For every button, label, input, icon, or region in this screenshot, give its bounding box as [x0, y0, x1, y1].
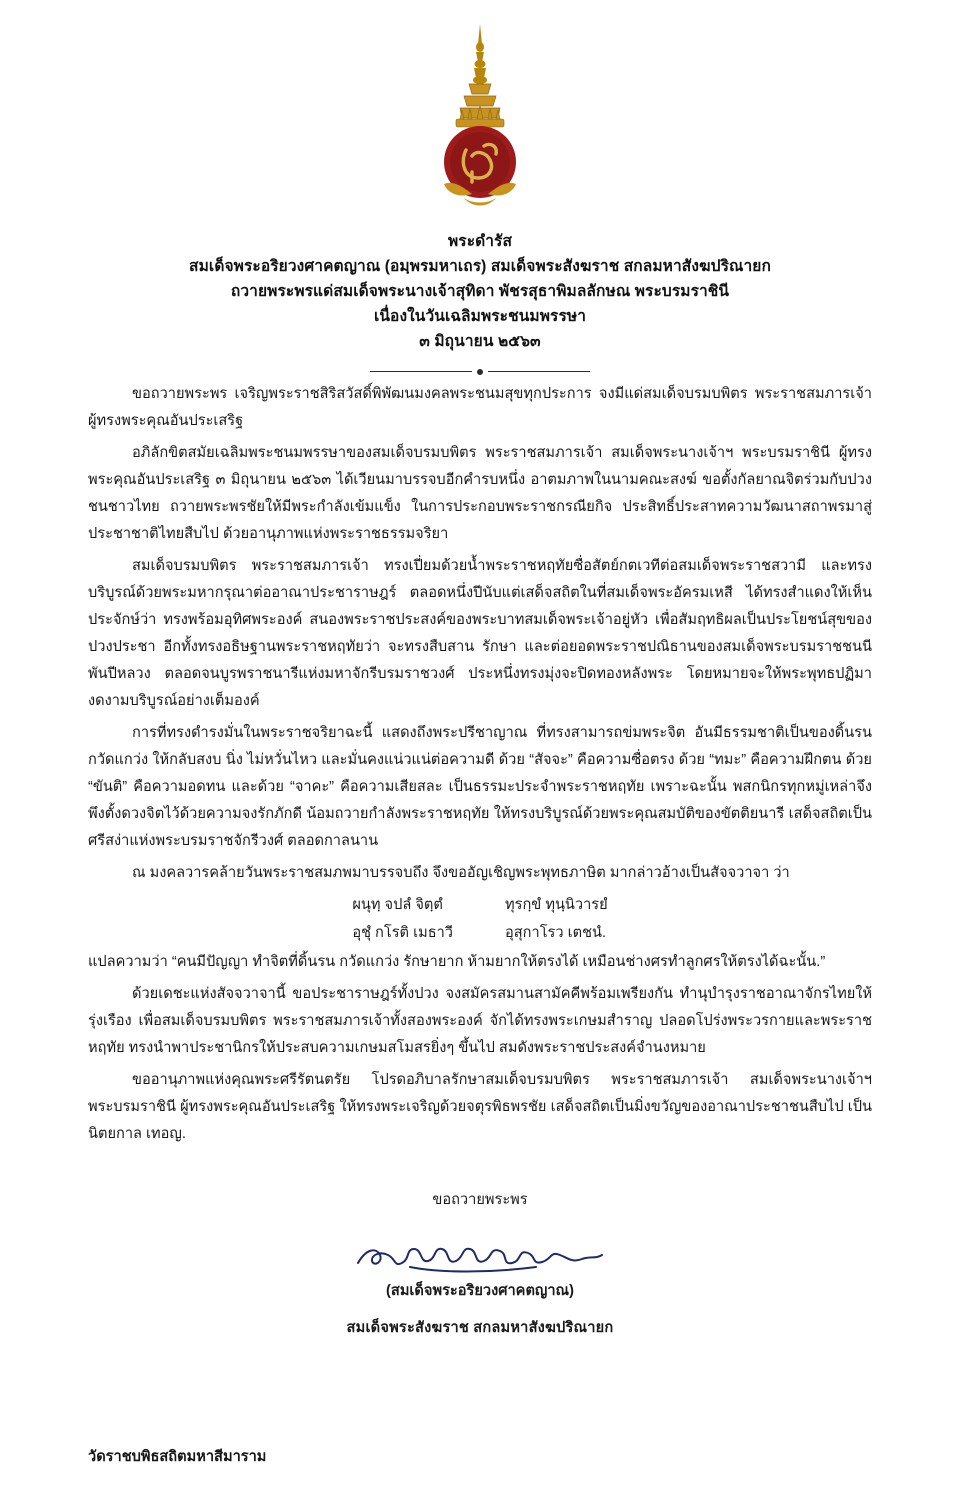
- verse-line: ผนุทฺ จปลํ จิตฺตํ: [352, 896, 443, 913]
- heading-line-2: สมเด็จพระอริยวงศาคตญาณ (อมฺพรมหาเถร) สมเด็จพระสังฆราช สกลมหาสังฆปริณายก: [189, 258, 771, 276]
- paragraph: ด้วยเดชะแห่งสัจจวาจานี้ ขอประชาราษฎร์ทั้งปวง จงสมัครสมานสามัคคีพร้อมเพรียงกัน ทำนุบำรุงราชอาณาจักรไทยให้รุ่งเรือง เพื่อสมเด็จบรมบพิตร พระราชสมภารเจ้าทั้งสองพระองค์ จักได้ทรงพระเกษมสำราญ ปลอดโปร่งพระวรกายและพระราชหฤทัย ทรงนำพาประชานิกรให้ประสบความเกษมสโมสรยิ่งๆ ขึ้นไป สมดังพระราชประสงค์จำนงหมาย: [88, 986, 872, 1057]
- ornament-divider: [370, 369, 590, 375]
- handwritten-signature: [350, 1237, 610, 1277]
- paragraph: อภิลักขิตสมัยเฉลิมพระชนมพรรษาของสมเด็จบรมบพิตร พระราชสมภารเจ้า สมเด็จพระนางเจ้าฯ พระบรมราชินี ผู้ทรงพระคุณอันประเสริฐ ๓ มิถุนายน ๒๕๖๓ ได้เวียนมาบรรจบอีกคำรบหนึ่ง อาตมภาพในนามคณะสงฆ์ ขอตั้งกัลยาณจิตร่วมกับปวงชนชาวไทย ถวายพระพรชัยให้มีพระกำลังเข้มแข็ง ในการประกอบพระราชกรณียกิจ ประสิทธิ์ประสาทความวัฒนาสถาพรมาสู่ประชาชาติไทยสืบไป ด้วยอานุภาพแห่งพระราชธรรมจริยา: [88, 444, 872, 542]
- royal-monastic-emblem: [420, 22, 540, 217]
- paragraph: สมเด็จบรมบพิตร พระราชสมภารเจ้า ทรงเปี่ยมด้วยน้ำพระราชหฤทัยซื่อสัตย์กตเวทีต่อสมเด็จพระราชสวามี และทรงบริบูรณ์ด้วยพระมหากรุณาต่ออาณาประชาราษฎร์ ตลอดหนึ่งปีนับแต่เสด็จสถิตในที่สมเด็จพระอัครมเหสี ได้ทรงสำแดงให้เห็นประจักษ์ว่า ทรงพร้อมอุทิศพระองค์ สนองพระราชประสงค์ของพระบาทสมเด็จพระเจ้าอยู่หัว เพื่อสัมฤทธิผลเป็นประโยชน์สุขของปวงประชา อีกทั้งทรงอธิษฐานพระราชหฤทัยว่า จะทรงสืบสาน รักษา และต่อยอดพระราชปณิธานของสมเด็จพระบรมราชชนนีพันปีหลวง ตลอดจนบูรพราชนารีแห่งมหาจักรีบรมราชวงศ์ ประหนึ่งทรงมุ่งจะปิดทองหลังพระ โดยหมายจะให้พระพุทธปฏิมางดงามบริบูรณ์อย่างเต็มองค์: [88, 557, 872, 709]
- heading-line-3: ถวายพระพรแด่สมเด็จพระนางเจ้าสุทิดา พัชรสุธาพิมลลักษณ พระบรมราชินี: [230, 283, 730, 301]
- heading-line-4: เนื่องในวันเฉลิมพระชนมพรรษา: [373, 308, 587, 326]
- document-body: [0, 381, 960, 1340]
- footer-temple-name: วัดราชบพิธสถิตมหาสีมาราม: [88, 1449, 267, 1465]
- divider-bar-right: [488, 371, 590, 372]
- divider-dot: [477, 369, 483, 375]
- signature-block: [88, 1188, 872, 1339]
- verse-translation: แปลความว่า “คนมีปัญญา ทำจิตที่ดิ้นรน กวัดแกว่ง รักษายาก ห้ามยากให้ตรงได้ เหมือนช่างศรทำลูกศรให้ตรงได้ฉะนั้น.”: [88, 954, 826, 971]
- signature-name: (สมเด็จพระอริยวงศาคตญาณ): [386, 1283, 574, 1300]
- verse-line: ทุรกฺขํ ทุนฺนิวารยํ: [505, 896, 608, 913]
- heading-line-1: พระดำรัส: [447, 233, 513, 250]
- verse-column-right: [505, 892, 608, 947]
- paragraph: ณ มงคลวารคล้ายวันพระราชสมภพมาบรรจบถึง จึงขออัญเชิญพระพุทธภาษิต มากล่าวอ้างเป็นสัจจวาจา ว่า: [132, 864, 790, 881]
- emblem-container: [0, 0, 960, 217]
- paragraph: ขออานุภาพแห่งคุณพระศรีรัตนตรัย โปรดอภิบาลรักษาสมเด็จบรมบพิตร พระราชสมภารเจ้า สมเด็จพระนางเจ้าฯ พระบรมราชินี ผู้ทรงพระคุณอันประเสริฐ ให้ทรงพระเจริญด้วยจตุรพิธพรชัย เสด็จสถิตเป็นมิ่งขวัญของอาณาประชาชนสืบไป เป็นนิตยกาล เทอญ.: [88, 1072, 872, 1143]
- verse-column-left: [352, 892, 453, 947]
- verse-line: อุสุกาโรว เตชนํ.: [505, 924, 607, 941]
- signature-lead-text: ขอถวายพระพร: [432, 1192, 528, 1209]
- paragraph: การที่ทรงดำรงมั่นในพระราชจริยาฉะนี้ แสดงถึงพระปรีชาญาณ ที่ทรงสามารถข่มพระจิต อันมีธรรมชาติเป็นของดิ้นรนกวัดแกว่ง ให้กลับสงบ นิ่ง ไม่หวั่นไหว และมั่นคงแน่วแน่ต่อความดี ด้วย “สัจจะ” คือความซื่อตรง ด้วย “ทมะ” คือความฝึกตน ด้วย “ขันติ” คือความอดทน และด้วย “จาคะ” คือความเสียสละ เป็นธรรมะประจำพระราชหฤทัย เพราะฉะนั้น พสกนิกรทุกหมู่เหล่าจึงพึงตั้งดวงจิตไว้ด้วยความจงรักภักดี น้อมถวายกำลังพระราชหฤทัย ให้ทรงบริบูรณ์ด้วยพระคุณสมบัติของขัตติยนารี เสด็จสถิตเป็นศรีสง่าแห่งพระบรมราชจักรีวงศ์ ตลอดกาลนาน: [88, 724, 872, 849]
- paragraph: ขอถวายพระพร เจริญพระราชสิริสวัสดิ์พิพัฒนมงคลพระชนมสุขทุกประการ จงมีแด่สมเด็จบรมบพิตร พระราชสมภารเจ้า ผู้ทรงพระคุณอันประเสริฐ: [88, 385, 872, 429]
- pali-verse-block: [88, 892, 872, 947]
- divider-bar-left: [370, 371, 472, 372]
- signature-title: สมเด็จพระสังฆราช สกลมหาสังฆปริณายก: [346, 1320, 614, 1337]
- verse-line: อุชุํ กโรติ เมธาวี: [352, 924, 453, 941]
- document-heading: [0, 229, 960, 355]
- heading-date: ๓ มิถุนายน ๒๕๖๓: [419, 333, 541, 351]
